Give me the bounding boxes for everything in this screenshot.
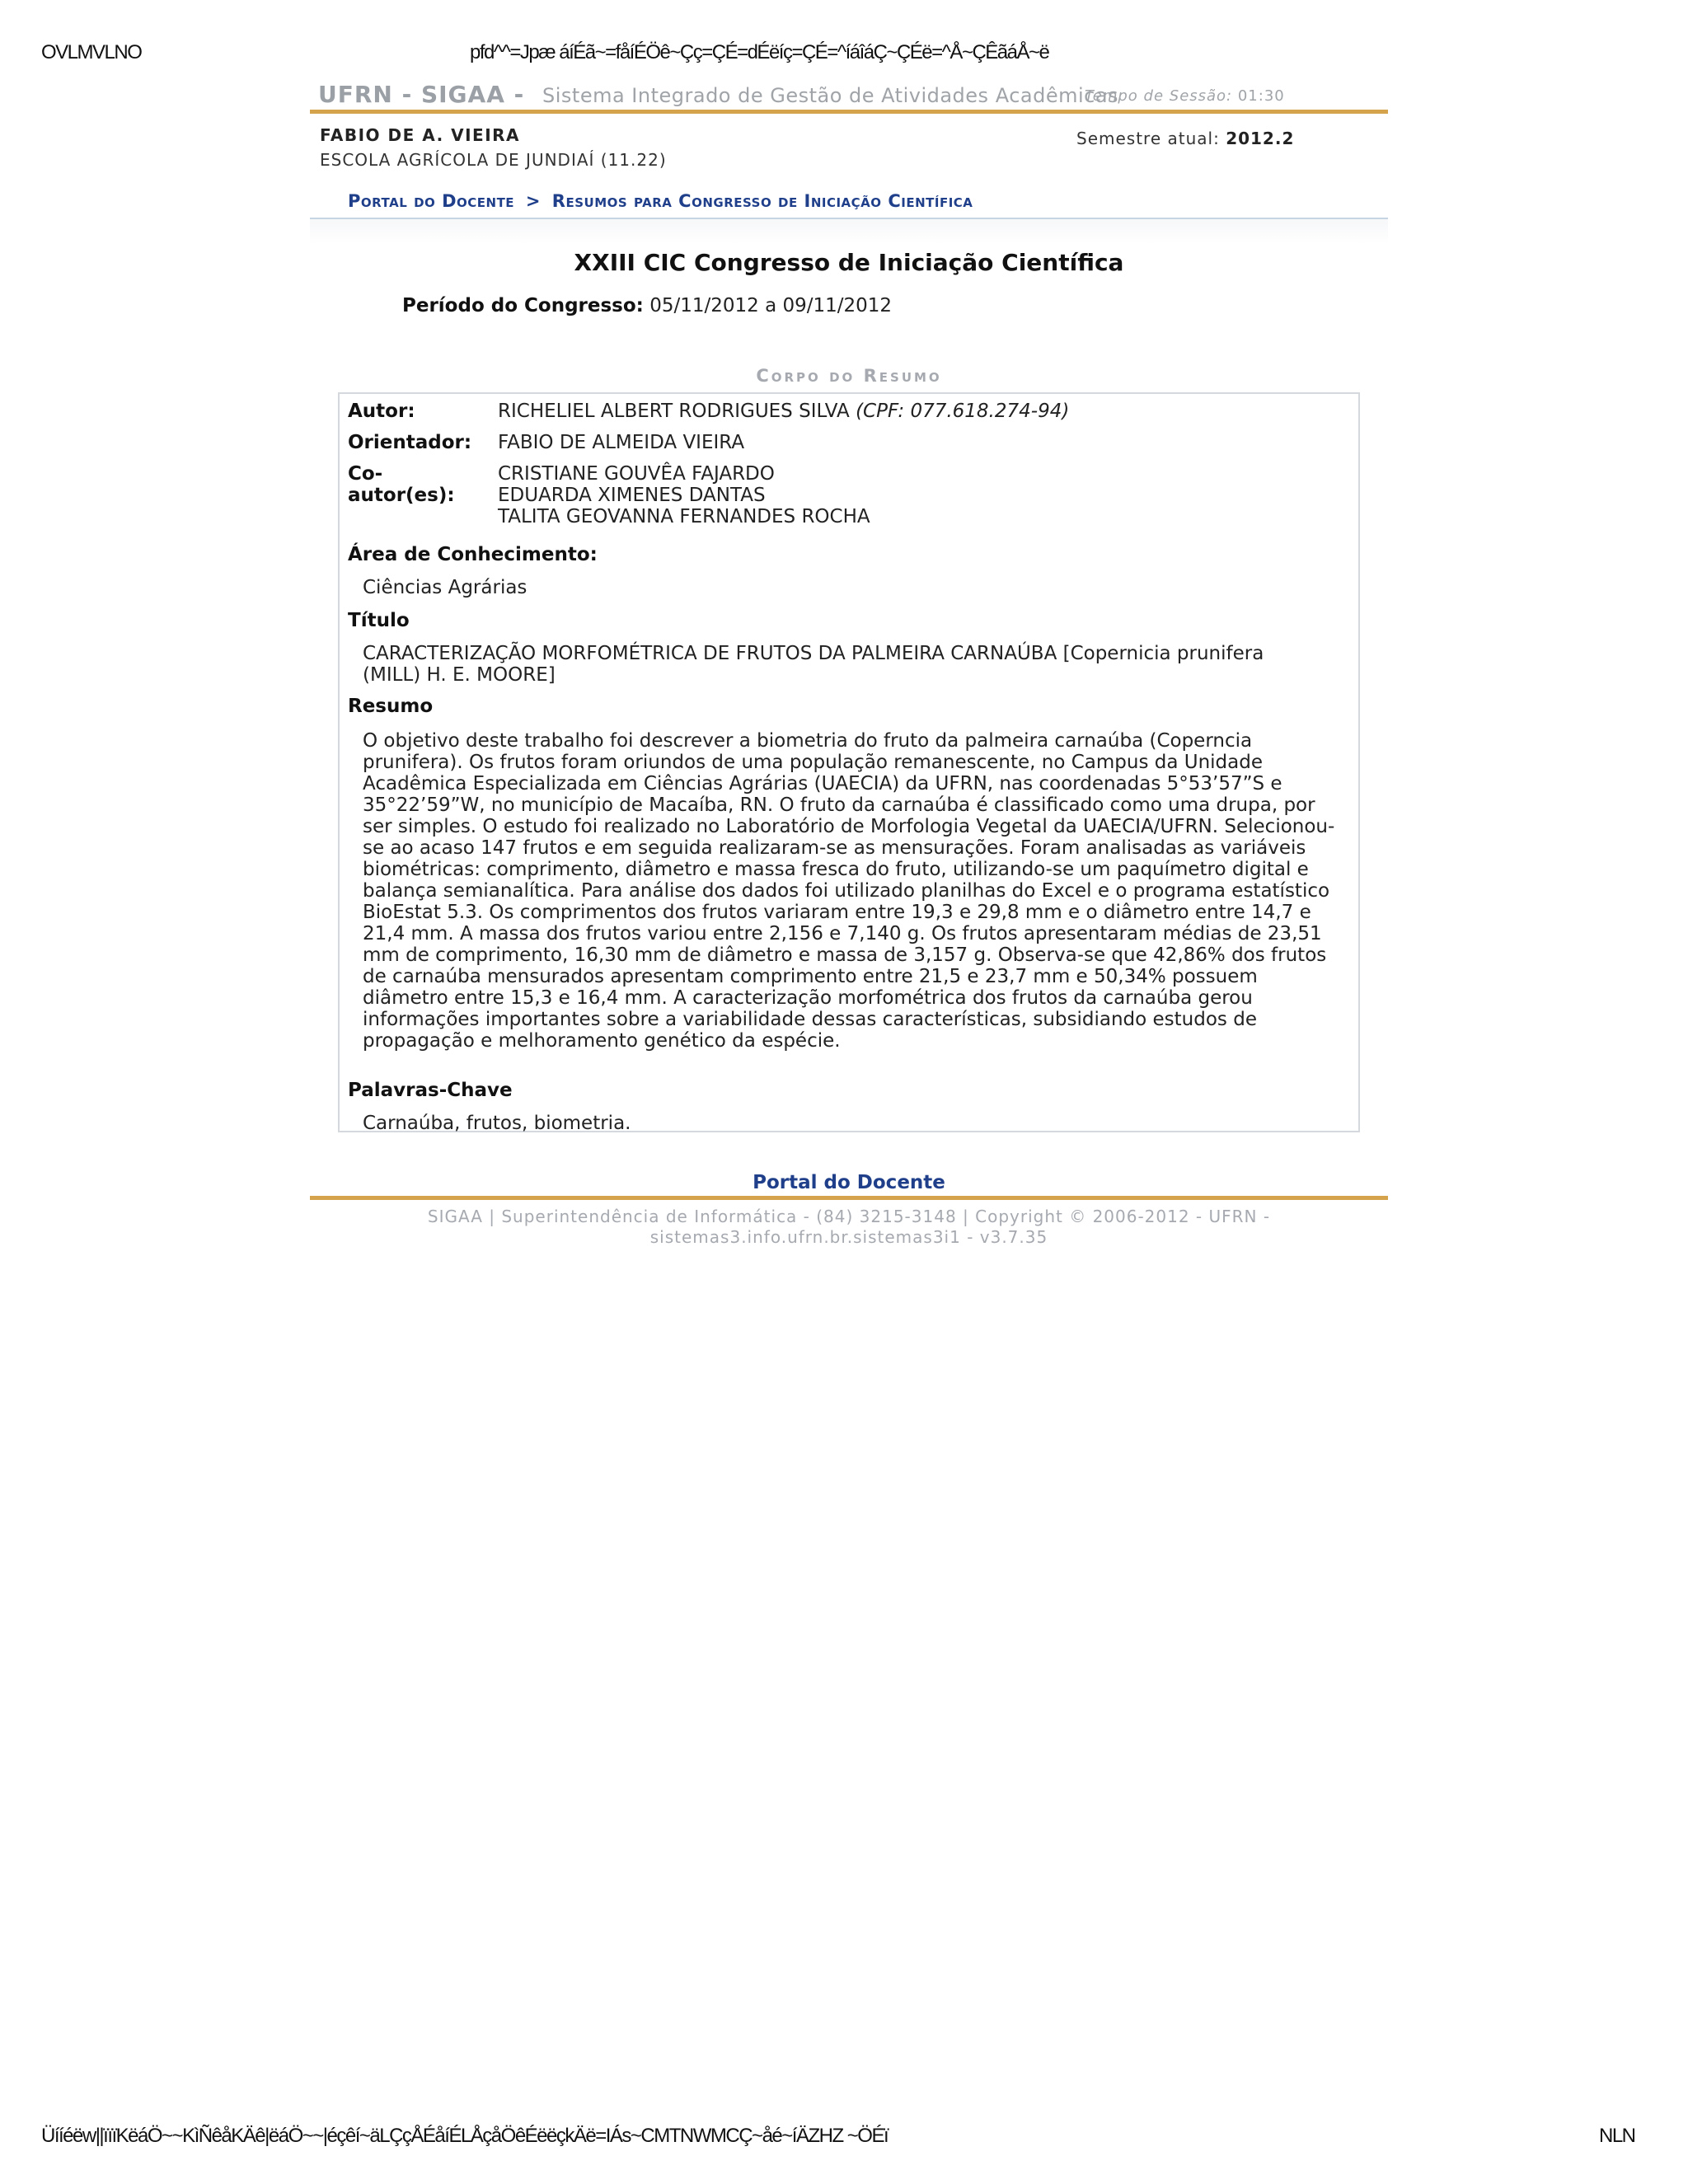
abstract-line: diâmetro entre 15,3 e 16,4 mm. A caracterização morfométrica dos frutos da carnaúba gerou [363,987,1253,1009]
congress-period [402,295,892,316]
abstract-line: Acadêmica Especializada em Ciências Agrárias (UAECIA) da UFRN, nas coordenadas 5°53’57”S e [363,773,1282,794]
congress-period-value: 05/11/2012 a 09/11/2012 [649,295,893,316]
session-timer-value: 01:30 [1237,87,1285,105]
portal-docente-link-container [310,1159,1388,1200]
top-bar [310,79,1388,114]
abstract-label: Resumo [348,696,434,717]
title-line: (MILL) H. E. MOORE] [363,664,556,686]
keywords-value: Carnaúba, frutos, biometria. [363,1113,631,1134]
user-name: FABIO DE A. VIEIRA [320,125,521,145]
abstract-body [363,730,1343,1052]
coauthors-label-line-1: Co- [348,463,383,485]
title-line: CARACTERIZAÇÃO MORFOMÉTRICA DE FRUTOS DA PALMEIRA CARNAÚBA [Copernicia prunifera [363,643,1264,664]
user-unit: ESCOLA AGRÍCOLA DE JUNDIAÍ (11.22) [320,150,667,170]
coauthors-label [348,463,496,506]
coauthor-item: TALITA GEOVANNA FERNANDES ROCHA [498,506,870,527]
brand-logo-text[interactable]: UFRN - SIGAA - [318,81,525,108]
congress-title: XXIII CIC Congresso de Iniciação Científica [574,249,1124,276]
footer-line-2: sistemas3.info.ufrn.br.sistemas3i1 - v3.7.35 [649,1227,1048,1247]
print-header-title: pfd^^=Jpæ áíÉã~=fåíÉÖê~Çç=ÇÉ=dÉëíç=ÇÉ=^íáîáÇ~ÇÉë=^Å~ÇÊãáÅ~ë [470,41,1049,63]
advisor-value: FABIO DE ALMEIDA VIEIRA [498,432,745,453]
author-name: RICHELIEL ALBERT RODRIGUES SILVA [498,401,850,422]
abstract-line: propagação e melhoramento genético da espécie. [363,1030,841,1052]
coauthors-list [498,463,870,527]
abstract-line: mm de comprimento, 16,30 mm de diâmetro e massa de 3,157 g. Observa-se que 42,86% dos frutos [363,944,1327,966]
abstract-line: prunifera). Os frutos foram oriundos de uma população remanescente, no Campus da Unidade [363,752,1263,773]
abstract-line: 21,4 mm. A massa dos frutos variou entre 2,156 e 7,140 g. Os frutos apresentaram médias de 23,51 [363,923,1322,944]
breadcrumb-separator: > [525,191,541,211]
print-footer-url: Üííéëw||ïïïKëáÖ~~KìÑêåKÄê|ëáÖ~~|éçêí~äLÇçÅÉåíÉLÅçåÖêÉëëçkÄë=IÁs~CMTNWMCÇ~åé~íÄZHZ ~ÖÉï [41,2125,889,2147]
abstract-line: de carnaúba mensurados apresentam comprimento entre 21,5 e 23,7 mm e 50,34% possuem [363,966,1258,987]
summary-panel [338,392,1360,1132]
author-cpf: (CPF: 077.618.274-94) [856,401,1070,422]
author-value [498,401,1069,422]
breadcrumb [310,180,1388,219]
print-footer-page: NLN [1599,2125,1635,2147]
abstract-line: 35°22’59”W, no município de Macaíba, RN. O fruto da carnaúba é classificado como uma drupa, por [363,794,1315,816]
breadcrumb-portal-link[interactable]: Portal do Docente [348,191,515,211]
system-name: Sistema Integrado de Gestão de Atividades Acadêmicas [542,84,1119,107]
keywords-label: Palavras-Chave [348,1080,513,1101]
author-label: Autor: [348,401,415,422]
area-label: Área de Conhecimento: [348,544,598,565]
current-semester [1076,129,1294,148]
abstract-line: informações importantes sobre a variabilidade dessas características, subsidiando estudos de [363,1009,1257,1030]
coauthors-row [348,463,1337,529]
print-header-date: OVLMVLNO [41,41,142,63]
coauthor-item: CRISTIANE GOUVÊA FAJARDO [498,463,775,485]
session-timer [1085,87,1285,105]
semester-label: Semestre atual: [1076,129,1220,148]
abstract-line: BioEstat 5.3. Os comprimentos dos frutos variaram entre 19,3 e 29,8 mm e o diâmetro entre 14,7 e [363,902,1311,923]
portal-docente-link[interactable]: Portal do Docente [753,1172,945,1193]
abstract-line: O objetivo deste trabalho foi descrever a biometria do fruto da palmeira carnaúba (Coperncia [363,730,1253,752]
title-value [363,643,1343,686]
session-timer-label: Tempo de Sessão: [1085,87,1233,105]
summary-section-caption: Corpo do Resumo [756,366,942,386]
abstract-line: ser simples. O estudo foi realizado no Laboratório de Morfologia Vegetal da UAECIA/UFRN. Selecionou- [363,816,1335,837]
user-info-bar [310,114,1388,180]
area-value: Ciências Agrárias [363,577,528,598]
congress-period-label: Período do Congresso: [402,295,644,316]
breadcrumb-current: Resumos para Congresso de Iniciação Científica [551,191,973,211]
footer-line-1: SIGAA | Superintendência de Informática - (84) 3215-3148 | Copyright © 2006-2012 - UFRN - [427,1207,1271,1226]
page-footer [310,1200,1388,1248]
coauthors-label-line-2: autor(es): [348,485,455,506]
semester-value: 2012.2 [1226,129,1295,148]
abstract-line: se ao acaso 147 frutos e em seguida realizaram-se as mensurações. Foram analisadas as variáveis [363,837,1306,859]
abstract-line: biométricas: comprimento, diâmetro e massa fresca do fruto, utilizando-se um paquímetro digital e [363,859,1309,880]
sigaa-page [310,79,1388,1248]
abstract-line: balança semianalítica. Para análise dos dados foi utilizado planilhas do Excel e o programa estatístico [363,880,1330,902]
coauthor-item: EDUARDA XIMENES DANTAS [498,485,766,506]
title-label: Título [348,610,410,631]
advisor-label: Orientador: [348,432,472,453]
main-content [310,219,1388,1159]
